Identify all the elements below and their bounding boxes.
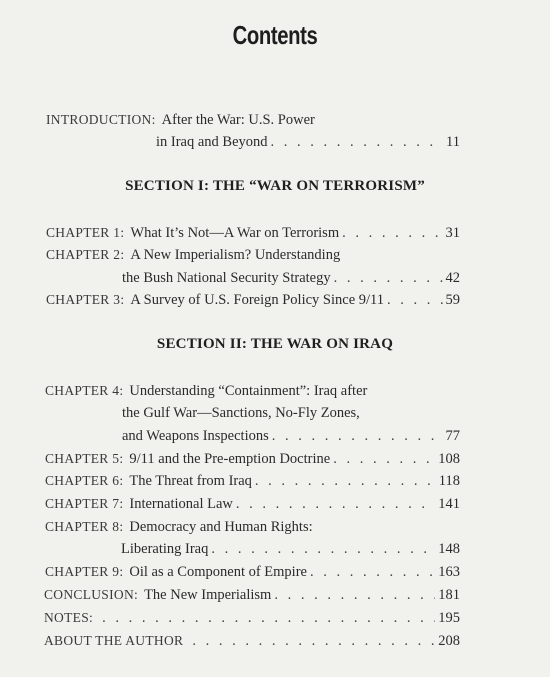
toc-entry-chapter-2-line2[interactable]: [122, 267, 460, 289]
toc-label: CHAPTER 1:: [46, 225, 125, 240]
page-number: 163: [438, 564, 460, 580]
page-number: 11: [446, 134, 460, 150]
section-heading-1: SECTION I: THE “WAR ON TERRORISM”: [125, 178, 425, 194]
toc-entry-chapter-4-line2: [122, 402, 460, 424]
page-number: 31: [445, 225, 460, 241]
dot-leader: [387, 289, 443, 311]
toc-entry-chapter-6[interactable]: [45, 470, 460, 492]
dot-leader: [192, 630, 435, 652]
toc-entry-introduction-line1: [46, 109, 446, 131]
page-title: Contents: [232, 20, 318, 50]
page-number: 59: [445, 292, 460, 308]
toc-entry-chapter-3[interactable]: [46, 289, 460, 311]
toc-title-continued: in Iraq and Beyond: [156, 134, 268, 150]
page-number: 181: [438, 587, 460, 603]
dot-leader: [274, 584, 435, 606]
page-number: 77: [445, 428, 460, 444]
dot-leader: [310, 561, 435, 583]
toc-entry-chapter-8-line2[interactable]: [121, 538, 460, 560]
toc-entry-about-the-author[interactable]: [44, 630, 460, 652]
toc-entry-chapter-2-line1: [46, 244, 460, 266]
dot-leader: [272, 425, 443, 447]
page-number: 42: [445, 270, 460, 286]
page-number: 195: [438, 610, 460, 626]
toc-label: CONCLUSION:: [44, 587, 139, 602]
dot-leader: [271, 131, 443, 153]
toc-label: CHAPTER 7:: [45, 496, 124, 511]
toc-entry-chapter-9[interactable]: [45, 561, 460, 583]
page-number: 208: [438, 633, 460, 649]
dot-leader: [102, 607, 435, 629]
toc-label: CHAPTER 5:: [45, 451, 124, 466]
toc-entry-chapter-1[interactable]: [46, 222, 460, 244]
toc-label: CHAPTER 8:: [45, 519, 124, 534]
toc-label: CHAPTER 6:: [45, 473, 124, 488]
toc-entry-chapter-4-line3[interactable]: [122, 425, 460, 447]
toc-title: Understanding “Containment”: Iraq after: [129, 383, 368, 399]
section-heading-2: SECTION II: THE WAR ON IRAQ: [156, 336, 394, 352]
toc-entry-introduction-line2[interactable]: [156, 131, 460, 153]
toc-label: ABOUT THE AUTHOR: [44, 633, 184, 648]
toc-entry-notes[interactable]: [44, 607, 460, 629]
page-number: 148: [438, 541, 460, 557]
toc-entry-chapter-5[interactable]: [45, 448, 460, 470]
toc-title: After the War: U.S. Power: [161, 112, 315, 128]
toc-entry-chapter-8-line1: [45, 516, 460, 538]
toc-title: 9/11 and the Pre-emption Doctrine: [129, 451, 331, 467]
toc-label: CHAPTER 9:: [45, 564, 124, 579]
toc-title-continued: the Gulf War—Sanctions, No-Fly Zones,: [122, 405, 360, 421]
toc-title-continued: and Weapons Inspections: [122, 428, 269, 444]
page-number: 108: [438, 451, 460, 467]
toc-title: The Threat from Iraq: [129, 473, 252, 489]
toc-label: NOTES:: [44, 610, 94, 625]
toc-title: What It’s Not—A War on Terrorism: [130, 225, 340, 241]
toc-entry-conclusion[interactable]: [44, 584, 460, 606]
dot-leader: [334, 267, 443, 289]
toc-label: CHAPTER 2:: [46, 247, 125, 262]
toc-label: INTRODUCTION:: [46, 112, 156, 127]
toc-title: A Survey of U.S. Foreign Policy Since 9/11: [130, 292, 384, 308]
dot-leader: [211, 538, 435, 560]
dot-leader: [333, 448, 435, 470]
toc-label: CHAPTER 4:: [45, 383, 124, 398]
toc-entry-chapter-4-line1: [45, 380, 460, 402]
dot-leader: [255, 470, 436, 492]
page-number: 141: [438, 496, 460, 512]
toc-title: Oil as a Component of Empire: [129, 564, 307, 580]
toc-title-continued: the Bush National Security Strategy: [122, 270, 331, 286]
toc-title: The New Imperialism: [144, 587, 272, 603]
toc-title: International Law: [129, 496, 233, 512]
dot-leader: [236, 493, 435, 515]
toc-label: CHAPTER 3:: [46, 292, 125, 307]
toc-title: Democracy and Human Rights:: [129, 519, 313, 535]
page-number: 118: [438, 473, 460, 489]
toc-entry-chapter-7[interactable]: [45, 493, 460, 515]
toc-title-continued: Liberating Iraq: [121, 541, 209, 557]
dot-leader: [342, 222, 442, 244]
toc-title: A New Imperialism? Understanding: [130, 247, 341, 263]
